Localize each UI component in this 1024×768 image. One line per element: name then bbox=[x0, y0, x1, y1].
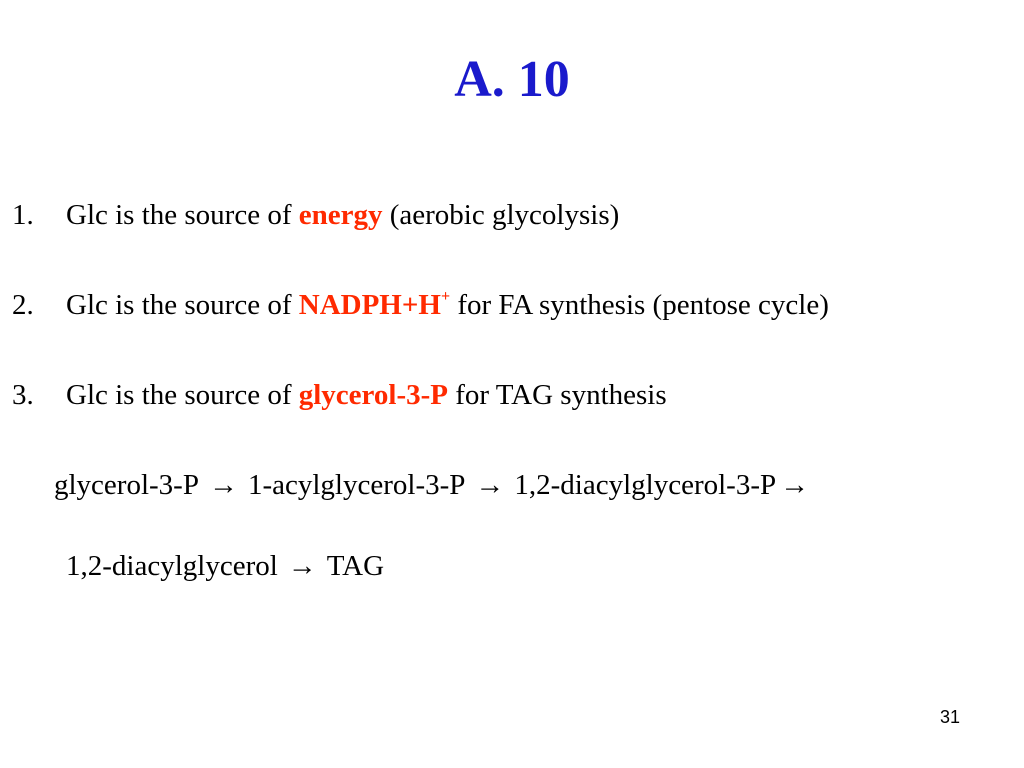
pathway-step: 1-acylglycerol-3-P bbox=[247, 469, 466, 501]
right-arrow-icon: → bbox=[208, 469, 238, 501]
item-text bbox=[66, 377, 667, 413]
right-arrow-icon: → bbox=[475, 469, 505, 501]
pathway-line-1 bbox=[54, 467, 809, 503]
item-prefix: Glc is the source of bbox=[66, 289, 292, 321]
item-highlight: glycerol-3-P bbox=[298, 379, 448, 411]
page-number: 31 bbox=[939, 707, 960, 727]
item-number: 1. bbox=[12, 199, 34, 231]
pathway-step: TAG bbox=[326, 550, 385, 582]
item-prefix: Glc is the source of bbox=[66, 379, 292, 411]
item-suffix: for FA synthesis (pentose cycle) bbox=[457, 289, 829, 321]
item-number: 2. bbox=[12, 289, 34, 321]
pathway-step: 1,2-diacylglycerol-3-P bbox=[514, 469, 777, 501]
item-suffix: (aerobic glycolysis) bbox=[389, 199, 620, 231]
right-arrow-icon: → bbox=[287, 550, 317, 582]
item-highlight bbox=[299, 289, 450, 321]
right-arrow-icon: → bbox=[780, 469, 810, 501]
item-text bbox=[66, 287, 829, 323]
slide-title: A. 10 bbox=[454, 51, 570, 108]
item-suffix: for TAG synthesis bbox=[455, 379, 667, 411]
item-highlight-superscript: + bbox=[440, 288, 451, 305]
item-number: 3. bbox=[12, 379, 34, 411]
item-text bbox=[66, 197, 619, 233]
item-highlight: energy bbox=[298, 199, 383, 231]
pathway-line-2 bbox=[66, 548, 384, 584]
pathway-step: glycerol-3-P bbox=[54, 469, 199, 501]
item-highlight-base: NADPH+H bbox=[298, 289, 441, 321]
item-prefix: Glc is the source of bbox=[66, 199, 292, 231]
pathway-step: 1,2-diacylglycerol bbox=[66, 550, 278, 582]
